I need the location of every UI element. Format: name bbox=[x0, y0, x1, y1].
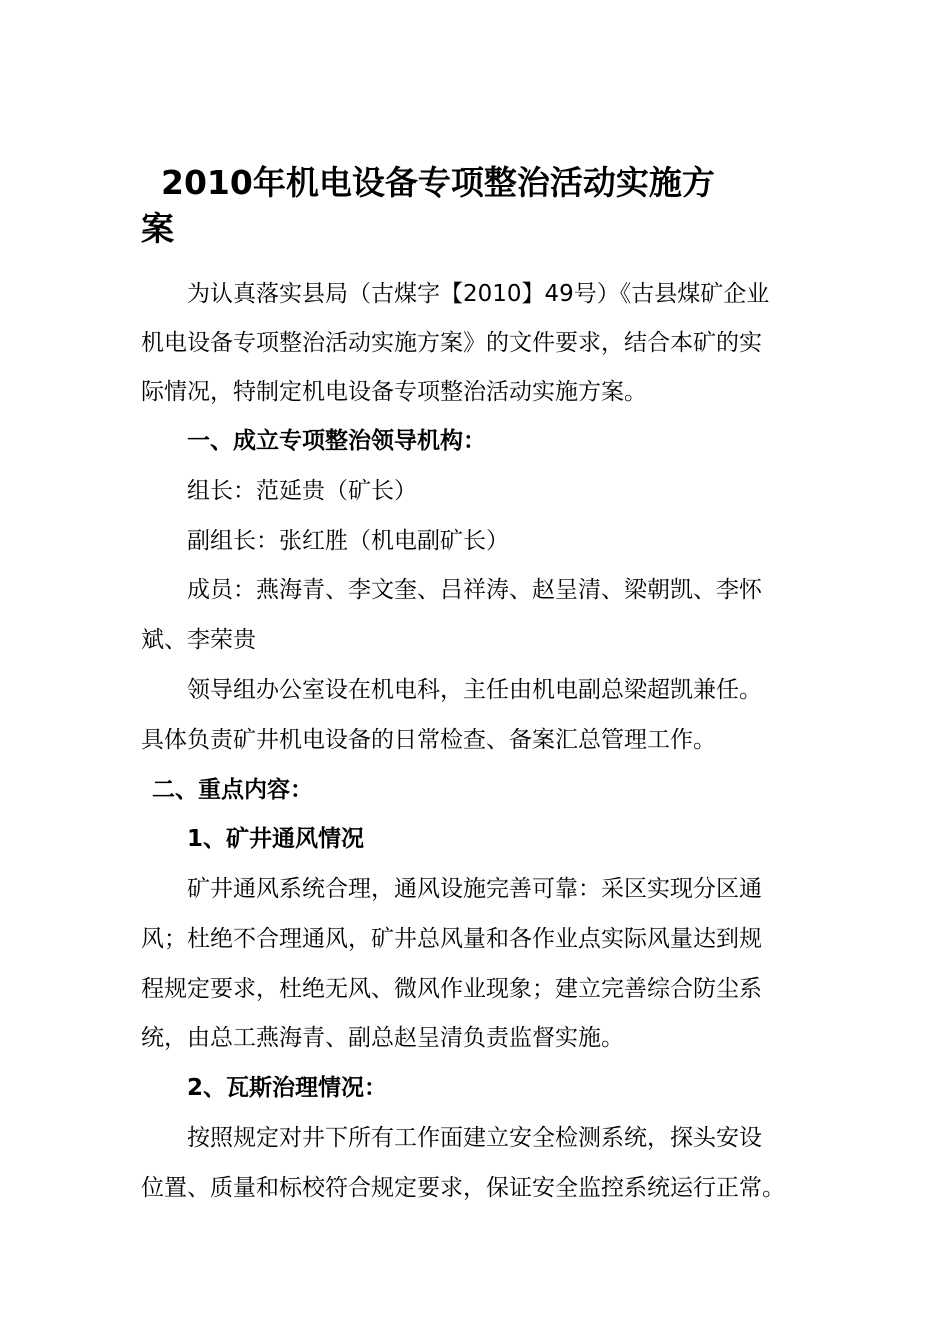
document-title bbox=[141, 160, 801, 252]
paragraph-line: 统，由总工燕海青、副总赵呈清负责监督实施。 bbox=[141, 1025, 624, 1051]
paragraph-line: 为认真落实县局（古煤字【2010】49号）《古县煤矿企业 bbox=[187, 281, 770, 307]
paragraph-line: 位置、质量和标校符合规定要求，保证安全监控系统运行正常。 bbox=[141, 1175, 785, 1201]
title-line-2: 案 bbox=[141, 209, 174, 248]
paragraph-line: 成员：燕海青、李文奎、吕祥涛、赵呈清、梁朝凯、李怀 bbox=[187, 577, 762, 603]
paragraph-line: 际情况，特制定机电设备专项整治活动实施方案。 bbox=[141, 379, 647, 405]
paragraph-line: 具体负责矿井机电设备的日常检查、备案汇总管理工作。 bbox=[141, 727, 716, 753]
paragraph-line: 矿井通风系统合理，通风设施完善可靠：采区实现分区通 bbox=[187, 876, 762, 902]
section-heading: 一、成立专项整治领导机构： bbox=[187, 428, 486, 454]
paragraph-line: 风；杜绝不合理通风，矿井总风量和各作业点实际风量达到规 bbox=[141, 926, 762, 952]
section-heading: 二、重点内容： bbox=[152, 777, 313, 803]
subsection-heading: 2、瓦斯治理情况： bbox=[187, 1075, 388, 1101]
paragraph-line: 组长：范延贵（矿长） bbox=[187, 478, 417, 504]
paragraph-line: 领导组办公室设在机电科，主任由机电副总梁超凯兼任。 bbox=[187, 677, 762, 703]
paragraph-line: 斌、李荣贵 bbox=[141, 627, 256, 653]
paragraph-line: 机电设备专项整治活动实施方案》的文件要求，结合本矿的实 bbox=[141, 330, 762, 356]
title-line-1: 2010年机电设备专项整治活动实施方 bbox=[161, 163, 715, 202]
paragraph-line: 按照规定对井下所有工作面建立安全检测系统，探头安设 bbox=[187, 1125, 762, 1151]
subsection-heading: 1、矿井通风情况 bbox=[187, 826, 365, 852]
paragraph-line: 程规定要求，杜绝无风、微风作业现象；建立完善综合防尘系 bbox=[141, 976, 762, 1002]
paragraph-line: 副组长：张红胜（机电副矿长） bbox=[187, 528, 509, 554]
